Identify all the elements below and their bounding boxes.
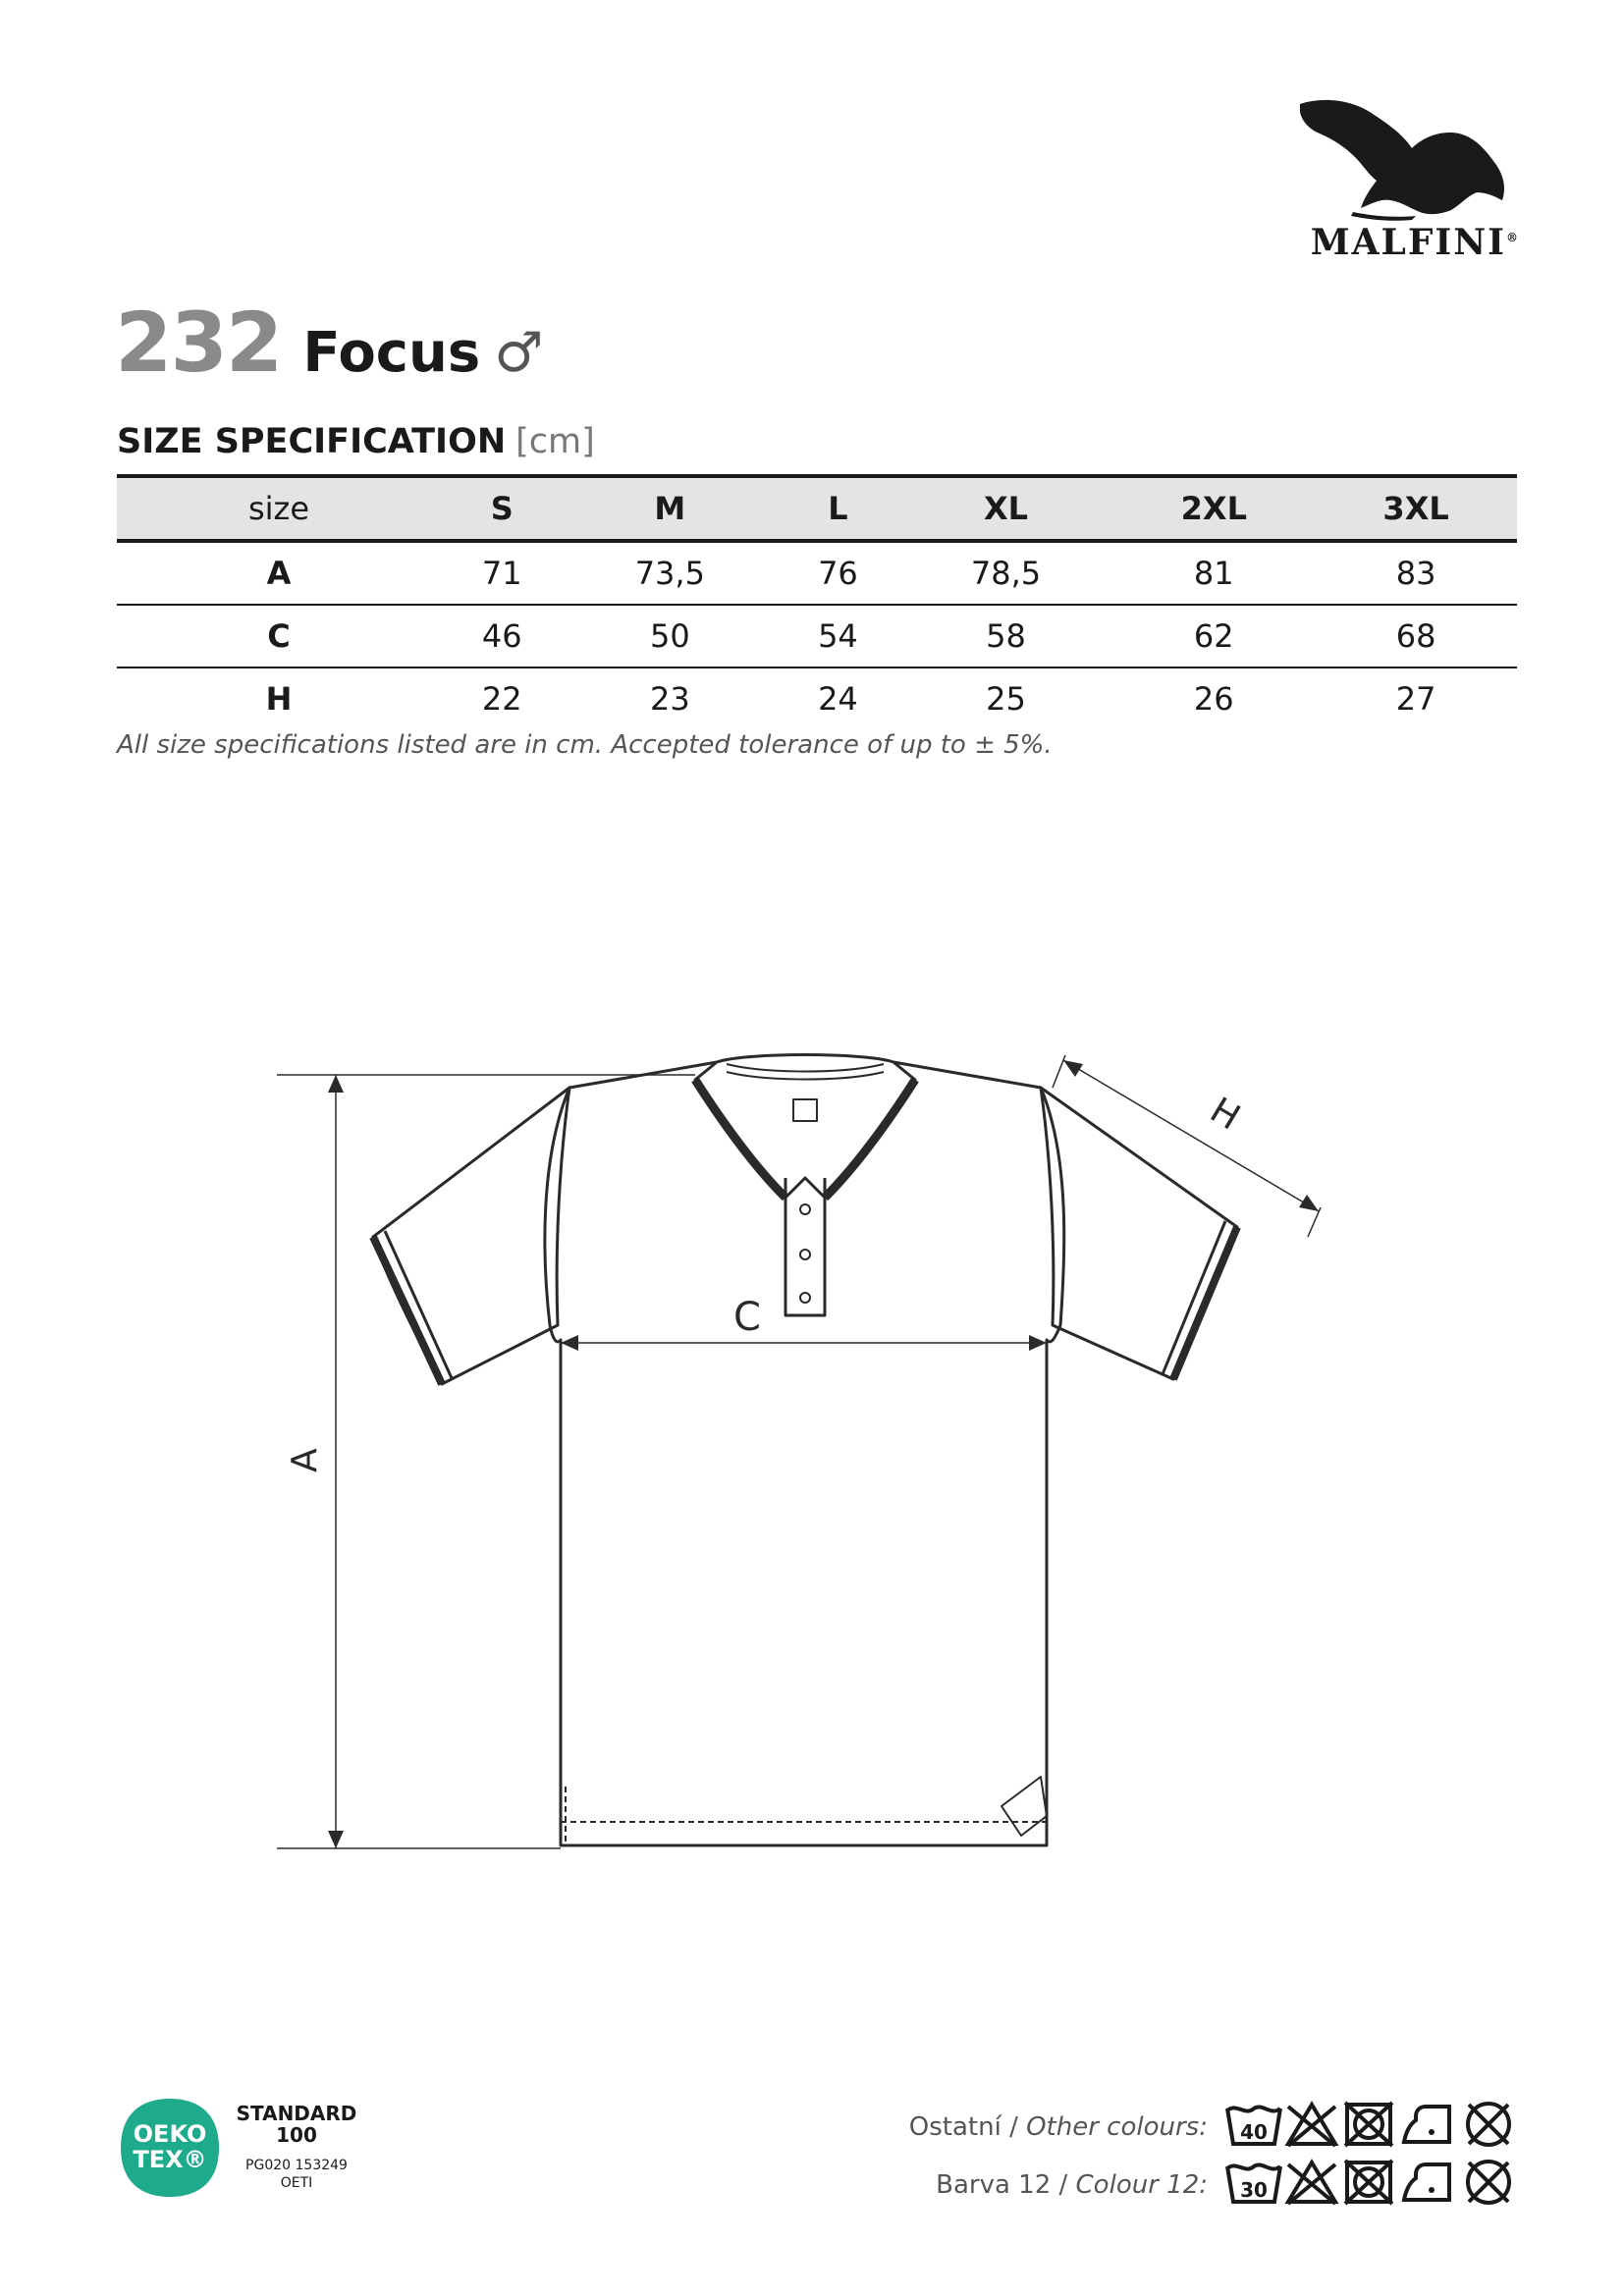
table-cell: 22	[481, 680, 522, 718]
table-cell: 68	[1395, 617, 1436, 655]
dimension-h-label: H	[1203, 1090, 1247, 1139]
no-bleach-icon	[1288, 2163, 1335, 2204]
no-tumble-dry-icon	[1345, 2103, 1392, 2146]
dimension-c-label: C	[733, 1295, 761, 1340]
table-cell: 76	[818, 555, 858, 592]
table-cell: 71	[481, 555, 522, 592]
no-bleach-icon	[1288, 2105, 1335, 2146]
wash-tub-icon	[1227, 2164, 1280, 2202]
table-header-row	[117, 476, 1517, 541]
product-title	[115, 294, 543, 391]
row-label: H	[265, 680, 293, 718]
dimension-a-label: A	[285, 1448, 325, 1472]
size-spec-unit: [cm]	[515, 422, 595, 461]
column-header: L	[828, 490, 848, 527]
column-header: M	[654, 490, 686, 527]
product-number: 232	[115, 294, 282, 391]
wash-tub-icon	[1227, 2107, 1280, 2144]
tolerance-note: All size specifications listed are in cm. Accepted tolerance of up to ± 5%.	[117, 730, 1053, 760]
oeko-standard-text: STANDARD 100	[236, 2102, 357, 2147]
care-icons-colour12	[1223, 2157, 1518, 2208]
table-cell: 58	[986, 617, 1026, 655]
table-cell: 62	[1193, 617, 1234, 655]
table-row	[117, 605, 1517, 667]
oeko-line2: TEX®	[133, 2146, 207, 2173]
table-cell: 46	[481, 617, 522, 655]
column-header: S	[490, 490, 514, 527]
no-dry-clean-icon	[1468, 2162, 1509, 2203]
svg-text:30: 30	[1240, 2178, 1268, 2202]
table-row	[117, 541, 1517, 605]
table-row	[117, 667, 1517, 729]
table-cell: 26	[1193, 680, 1234, 718]
care-icons-other	[1223, 2099, 1518, 2150]
column-header: XL	[983, 490, 1029, 527]
table-cell: 78,5	[970, 555, 1042, 592]
size-spec-heading: SIZE SPECIFICATION [cm]	[117, 422, 595, 461]
care-other-colours-label: Ostatní / Other colours:	[908, 2112, 1208, 2142]
table-cell: 54	[818, 617, 858, 655]
iron-low-icon	[1404, 2107, 1449, 2142]
oeko-code-text: PG020 153249 OETI	[245, 2158, 348, 2191]
row-label: A	[266, 555, 292, 592]
oeko-line1: OEKO	[133, 2120, 207, 2148]
table-cell: 24	[818, 680, 858, 718]
no-dry-clean-icon	[1468, 2104, 1509, 2145]
no-tumble-dry-icon	[1345, 2161, 1392, 2204]
iron-low-icon	[1404, 2164, 1449, 2200]
table-cell: 73,5	[634, 555, 705, 592]
table-cell: 81	[1193, 555, 1234, 592]
table-cell: 27	[1395, 680, 1436, 718]
column-header: 2XL	[1180, 490, 1247, 527]
size-spec-table	[117, 474, 1517, 729]
care-colour12-label: Barva 12 / Colour 12:	[936, 2170, 1208, 2200]
product-name: Focus	[302, 321, 481, 385]
table-cell: 83	[1395, 555, 1436, 592]
eagle-logo-icon	[1294, 94, 1510, 222]
svg-text:40: 40	[1240, 2120, 1268, 2144]
row-label: C	[267, 617, 291, 655]
column-header: size	[247, 490, 310, 527]
oeko-tex-badge	[117, 2095, 223, 2201]
column-header: 3XL	[1382, 490, 1449, 527]
brand-logo-text: MALFINI®	[1310, 222, 1520, 263]
polo-shirt-drawing	[255, 1001, 1355, 1885]
table-cell: 25	[986, 680, 1026, 718]
male-symbol: ♂	[494, 321, 544, 385]
table-cell: 50	[649, 617, 690, 655]
table-cell: 23	[649, 680, 690, 718]
